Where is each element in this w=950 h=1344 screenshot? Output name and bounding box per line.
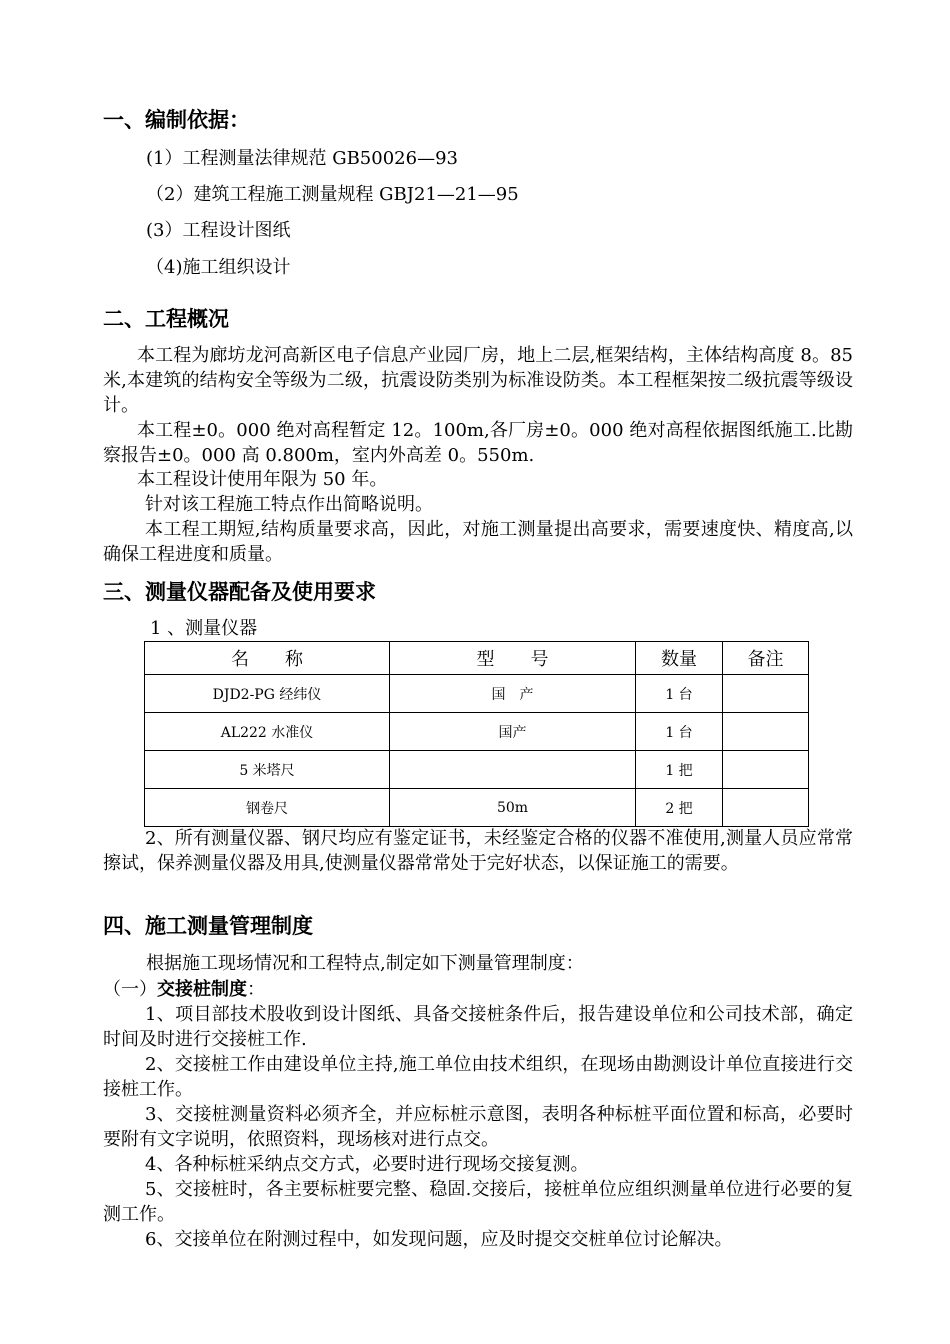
table-row	[145, 675, 809, 713]
overview-paragraph-1: 本工程为廊坊龙河高新区电子信息产业园厂房，地上二层,框架结构，主体结构高度 8。85 米,本建筑的结构安全等级为二级，抗震设防类别为标准设防类。本工程框架按二级抗震等级设计。	[103, 345, 853, 416]
cell-quantity: 1 把	[636, 751, 723, 789]
basis-item-4: （4)施工组织设计	[146, 257, 291, 278]
cell-remarks	[723, 713, 809, 751]
section-1-heading: 一、编制依据：	[103, 108, 250, 132]
cell-model	[390, 751, 636, 789]
rule-item-6: 6、交接单位在附测过程中，如发现问题，应及时提交交桩单位讨论解决。	[145, 1229, 733, 1250]
subsection-1-paren: （一）	[103, 979, 157, 1000]
table-row	[145, 751, 809, 789]
cell-remarks	[723, 675, 809, 713]
subsection-1-heading	[103, 977, 265, 1002]
rule-item-3: 3、交接桩测量资料必须齐全，并应标桩示意图，表明各种标桩平面位置和标高，必要时要附有文字说明，依照资料，现场核对进行点交。	[103, 1104, 853, 1150]
section-2-heading: 二、工程概况	[103, 307, 229, 331]
table-caption: 1 、测量仪器	[150, 618, 258, 639]
instrument-table	[144, 641, 809, 827]
management-intro: 根据施工现场情况和工程特点,制定如下测量管理制度：	[146, 953, 584, 974]
basis-item-3: (3）工程设计图纸	[146, 220, 291, 241]
cell-quantity: 1 台	[636, 675, 723, 713]
cell-model: 国产	[390, 713, 636, 751]
cell-name: 5 米塔尺	[145, 751, 390, 789]
cell-remarks	[723, 751, 809, 789]
header-remarks: 备注	[723, 642, 809, 675]
basis-item-1: (1）工程测量法律规范 GB50026—93	[146, 148, 458, 169]
rule-item-4: 4、各种标桩采纳点交方式，必要时进行现场交接复测。	[145, 1154, 589, 1175]
cell-quantity: 1 台	[636, 713, 723, 751]
header-name: 名 称	[145, 642, 390, 675]
subsection-1-colon: ：	[247, 979, 265, 1000]
cell-model: 50m	[390, 789, 636, 827]
section-3-heading: 三、测量仪器配备及使用要求	[103, 580, 376, 604]
cell-model: 国 产	[390, 675, 636, 713]
rule-item-2: 2、交接桩工作由建设单位主持,施工单位由技术组织，在现场由勘测设计单位直接进行交接桩工作。	[103, 1054, 853, 1100]
rule-item-5: 5、交接桩时，各主要标桩要完整、稳固.交接后，接桩单位应组织测量单位进行必要的复测工作。	[103, 1179, 853, 1225]
table-header-row	[145, 642, 809, 675]
header-quantity: 数量	[636, 642, 723, 675]
cell-remarks	[723, 789, 809, 827]
instrument-usage-note: 2、所有测量仪器、钢尺均应有鉴定证书，未经鉴定合格的仪器不准使用,测量人员应常常擦试，保养测量仪器及用具,使测量仪器常常处于完好状态，以保证施工的需要。	[103, 828, 853, 874]
basis-item-2: （2）建筑工程施工测量规程 GBJ21—21—95	[146, 184, 519, 205]
cell-name: 钢卷尺	[145, 789, 390, 827]
header-model: 型 号	[390, 642, 636, 675]
cell-name: DJD2-PG 经纬仪	[145, 675, 390, 713]
overview-paragraph-4: 针对该工程施工特点作出简略说明。	[145, 494, 433, 515]
overview-paragraph-5: 本工程工期短,结构质量要求高，因此，对施工测量提出高要求，需要速度快、精度高,以确保工程进度和质量。	[103, 519, 853, 565]
cell-name: AL222 水准仪	[145, 713, 390, 751]
cell-quantity: 2 把	[636, 789, 723, 827]
subsection-1-title: 交接桩制度	[157, 979, 247, 1000]
overview-paragraph-2: 本工程±0。000 绝对高程暂定 12。100m,各厂房±0。000 绝对高程依据图纸施工.比勘察报告±0。000 高 0.800m，室内外高差 0。550m.	[103, 420, 853, 466]
overview-paragraph-3: 本工程设计使用年限为 50 年。	[137, 469, 388, 490]
table-row	[145, 789, 809, 827]
rule-item-1: 1、项目部技术股收到设计图纸、具备交接桩条件后，报告建设单位和公司技术部，确定时间及时进行交接桩工作.	[103, 1004, 853, 1050]
table-row	[145, 713, 809, 751]
section-4-heading: 四、施工测量管理制度	[103, 914, 313, 938]
